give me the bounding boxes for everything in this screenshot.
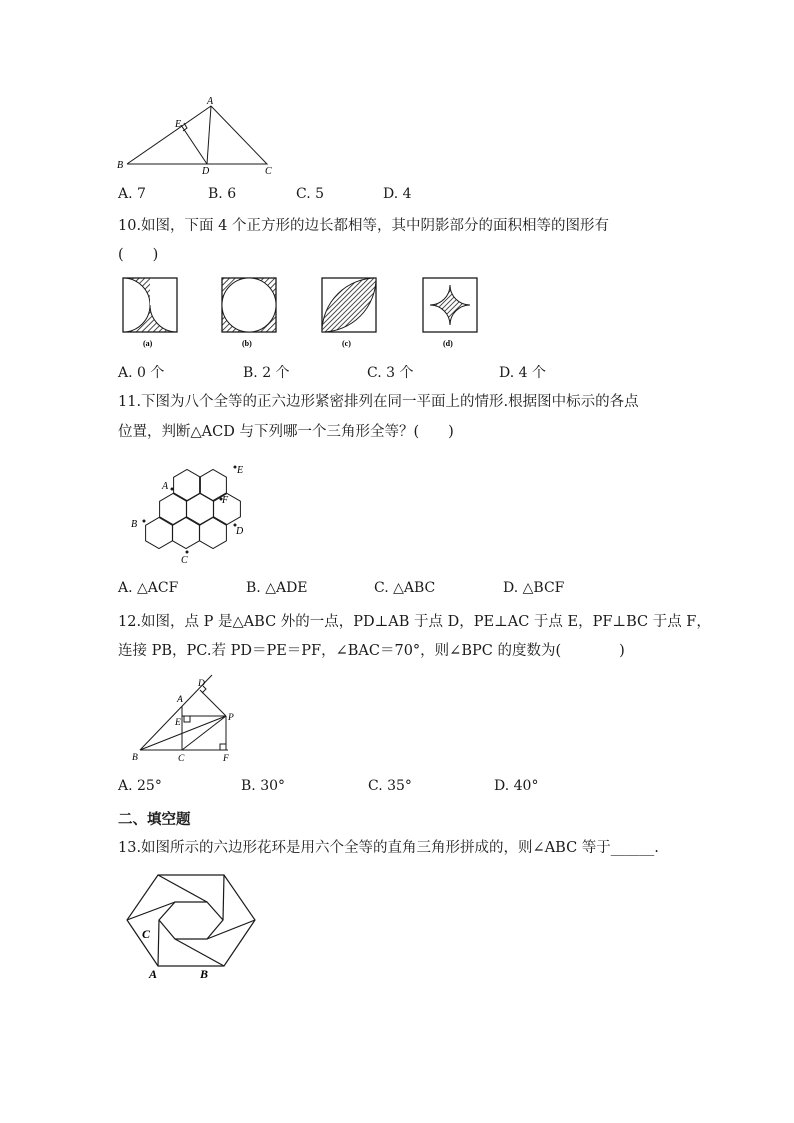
q9-option-c: C. 5 bbox=[296, 186, 325, 202]
q10-squares-figure bbox=[118, 276, 498, 352]
q10-option-b: B. 2 个 bbox=[243, 365, 290, 381]
q11-option-c: C. △ABC bbox=[374, 580, 436, 596]
q9-option-b: B. 6 bbox=[208, 186, 237, 202]
q10-option-a: A. 0 个 bbox=[118, 365, 165, 381]
q9-label-c: C bbox=[265, 166, 272, 177]
q11-label-a: A bbox=[162, 481, 169, 492]
q10-square-a bbox=[123, 278, 177, 332]
q11-label-f: F bbox=[222, 495, 229, 506]
q10-square-c bbox=[322, 278, 376, 332]
q9-triangle-figure bbox=[115, 94, 285, 179]
q12-label-c: C bbox=[178, 754, 185, 764]
q11-hexagon-figure bbox=[125, 455, 265, 567]
q12-option-d: D. 40° bbox=[494, 778, 539, 794]
q11-option-d: D. △BCF bbox=[503, 580, 565, 596]
q9-label-b: B bbox=[117, 160, 124, 171]
q11-label-e: E bbox=[237, 465, 244, 476]
q12-label-p: P bbox=[228, 713, 234, 723]
section-heading-fill-in: 二、填空题 bbox=[118, 812, 191, 828]
q9-triangle-abc bbox=[127, 106, 267, 164]
q12-label-a: A bbox=[177, 695, 183, 705]
q11-label-b: B bbox=[131, 519, 138, 530]
q10-question-line1: 10.如图，下面 4 个正方形的边长都相等，其中阴影部分的面积相等的图形有 bbox=[118, 218, 610, 234]
q10-square-d bbox=[423, 278, 477, 332]
q12-label-d: D bbox=[198, 679, 205, 689]
q13-label-b: B bbox=[200, 967, 209, 981]
q11-question-line1: 11.下图为八个全等的正六边形紧密排列在同一平面上的情形.根据图中标示的各点 bbox=[118, 394, 639, 410]
q10-option-d: D. 4 个 bbox=[499, 365, 546, 381]
q12-label-b: B bbox=[132, 753, 138, 763]
q10-square-b bbox=[222, 278, 276, 332]
q12-question-line2: 连接 PB，PC.若 PD＝PE＝PF，∠BAC＝70°，则∠BPC 的度数为( ) bbox=[118, 643, 625, 659]
q9-option-d: D. 4 bbox=[383, 186, 412, 202]
q11-option-a: A. △ACF bbox=[118, 580, 179, 596]
q13-inner-hexagon bbox=[159, 902, 223, 939]
q13-label-c: C bbox=[142, 927, 151, 941]
q12-label-f: F bbox=[223, 754, 229, 764]
q9-label-e: E bbox=[175, 119, 182, 130]
q11-label-d: D bbox=[236, 526, 244, 537]
q10-question-line2: ( ) bbox=[118, 247, 159, 263]
q9-segment-ad bbox=[207, 106, 211, 164]
q12-option-b: B. 30° bbox=[241, 778, 286, 794]
q10-option-c: C. 3 个 bbox=[367, 365, 414, 381]
q9-label-a: A bbox=[207, 96, 214, 107]
q12-option-a: A. 25° bbox=[118, 778, 162, 794]
q10-caption-d: (d) bbox=[443, 339, 453, 348]
q13-outer-hexagon bbox=[127, 875, 255, 966]
q11-question-line2: 位置，判断△ACD 与下列哪一个三角形全等？( ) bbox=[118, 424, 454, 440]
q13-label-a: A bbox=[149, 967, 158, 981]
q10-caption-c: (c) bbox=[342, 339, 351, 348]
q12-option-c: C. 35° bbox=[368, 778, 412, 794]
q12-label-e: E bbox=[175, 718, 181, 728]
q10-caption-b: (b) bbox=[242, 339, 252, 348]
q12-question-line1: 12.如图，点 P 是△ABC 外的一点，PD⊥AB 于点 D，PE⊥AC 于点 E，PF⊥BC 于点 F， bbox=[118, 614, 711, 630]
q10-caption-a: (a) bbox=[143, 339, 153, 348]
q9-option-a: A. 7 bbox=[118, 186, 146, 202]
q11-label-c: C bbox=[181, 555, 188, 566]
q11-option-b: B. △ADE bbox=[246, 580, 308, 596]
q13-question-line1: 13.如图所示的六边形花环是用六个全等的直角三角形拼成的，则∠ABC 等于______. bbox=[118, 840, 659, 856]
q9-label-d: D bbox=[202, 166, 210, 177]
q13-hexagon-figure bbox=[122, 872, 262, 984]
q12-triangle-figure bbox=[120, 670, 250, 765]
q9-segment-de bbox=[181, 125, 207, 164]
